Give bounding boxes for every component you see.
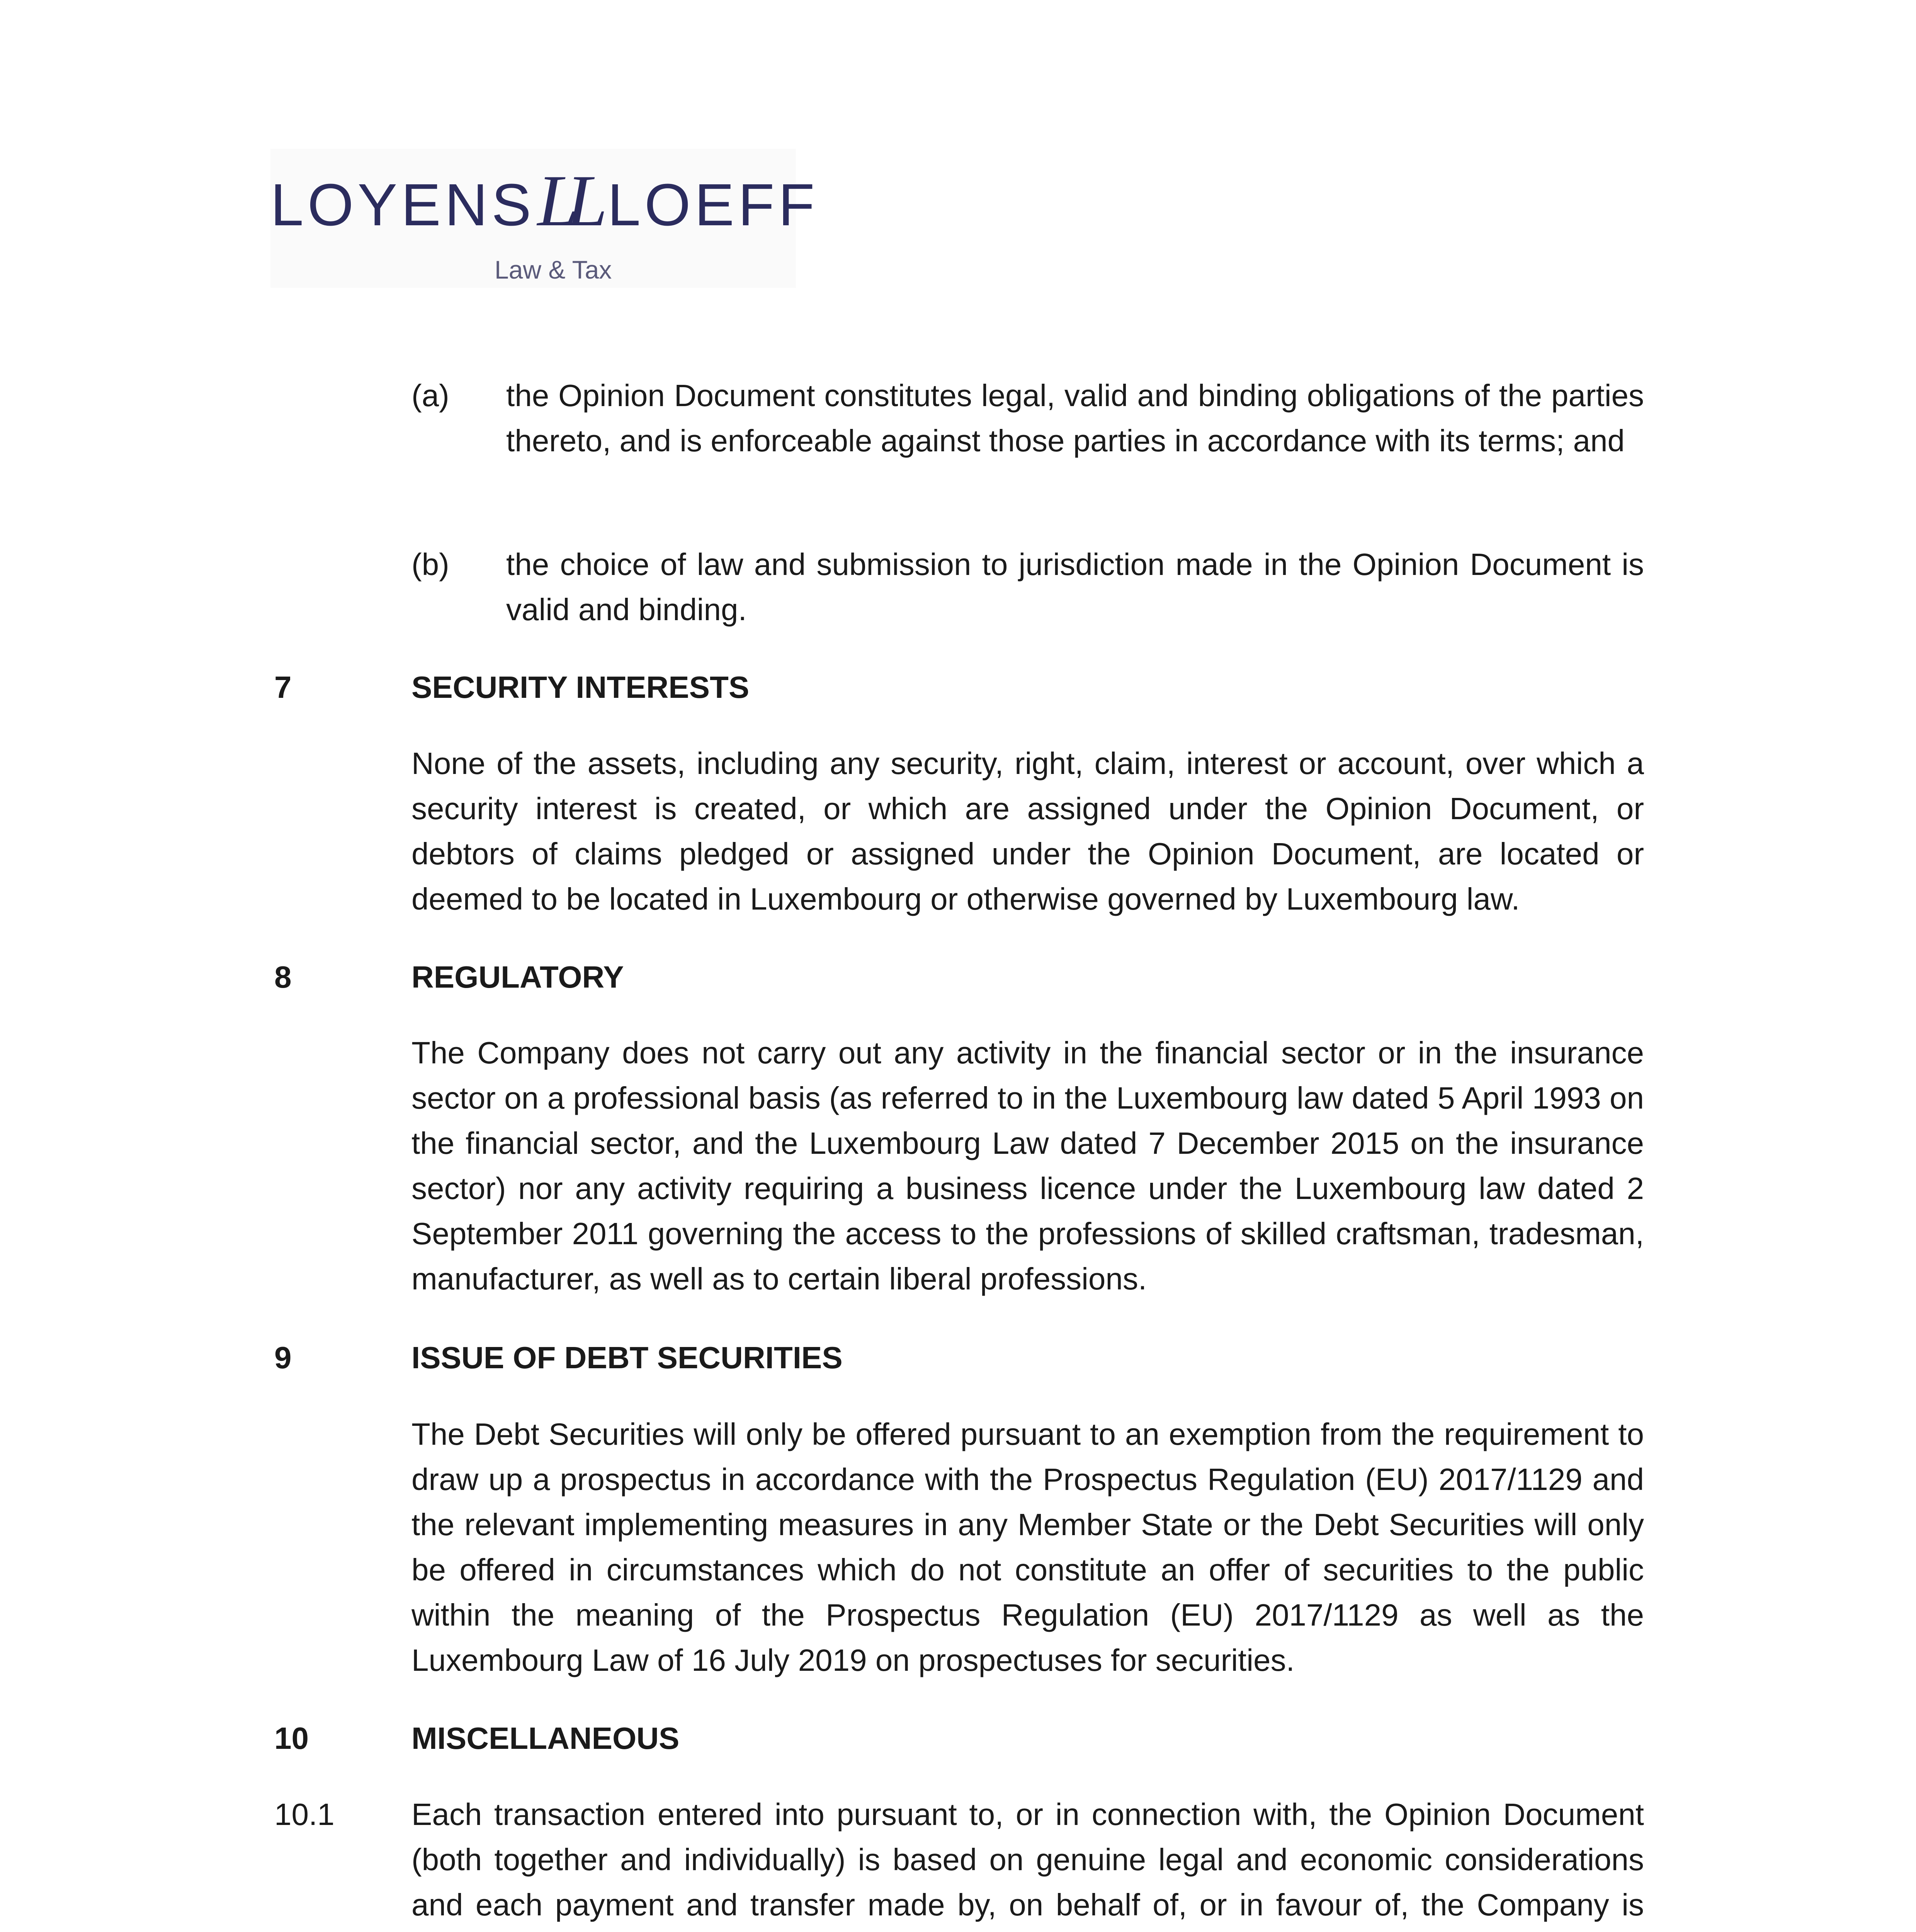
section-10-title: MISCELLANEOUS (411, 1721, 680, 1755)
section-8-title: REGULATORY (411, 960, 624, 994)
section-7-title: SECURITY INTERESTS (411, 670, 750, 704)
item-a-text: the Opinion Document constitutes legal, valid and binding obligations of the parties thereto, and is enforceable against those parties in accordance with its terms; and (506, 378, 1644, 458)
clause-10-1-text: Each transaction entered into pursuant to, or in connection with, the Opinion Document (both together and individually) is based on genuine legal and economic considerations and each payment and transfer made by, on behalf of, or in favour of, the Company is (411, 1797, 1644, 1922)
section-7-body: None of the assets, including any security, right, claim, interest or account, over which a security interest is created, or which are assigned under the Opinion Document, or debtors of claims pledged or assigned under the Opinion Document, are located or deemed to be located in Luxembourg or otherwise governed by Luxembourg law. (411, 746, 1644, 916)
item-a-marker: (a) (411, 378, 449, 413)
logo-ll-monogram: LL (537, 160, 596, 242)
company-logo (270, 149, 819, 288)
section-10-number: 10 (274, 1721, 309, 1755)
item-b-text: the choice of law and submission to jurisdiction made in the Opinion Document is valid and binding. (506, 547, 1644, 627)
section-8-number: 8 (274, 960, 292, 994)
section-7-number: 7 (274, 670, 292, 704)
section-8-body: The Company does not carry out any activity in the financial sector or in the insurance sector on a professional basis (as referred to in the Luxembourg law dated 5 April 1993 on the financial sector, and the Luxembourg Law dated 7 December 2015 on the insurance sector) nor any activity requiring a business licence under the Luxembourg law dated 2 September 2011 governing the access to the professions of skilled craftsman, tradesman, manufacturer, as well as to certain liberal professions. (411, 1036, 1644, 1296)
item-b-marker: (b) (411, 547, 449, 582)
section-9-body: The Debt Securities will only be offered pursuant to an exemption from the requirement to draw up a prospectus in accordance with the Prospectus Regulation (EU) 2017/1129 and the relevant implementing measures in any Member State or the Debt Securities will only be offered in circumstances which do not constitute an offer of securities to the public within the meaning of the Prospectus Regulation (EU) 2017/1129 as well as the Luxembourg Law of 16 July 2019 on prospectuses for securities. (411, 1417, 1644, 1677)
clause-10-1-number: 10.1 (274, 1797, 335, 1832)
logo-tagline: Law & Tax (495, 255, 612, 284)
section-9-title: ISSUE OF DEBT SECURITIES (411, 1340, 843, 1375)
section-9-number: 9 (274, 1340, 292, 1375)
logo-wordmark: LOYENSLL LOEFF (270, 160, 819, 242)
